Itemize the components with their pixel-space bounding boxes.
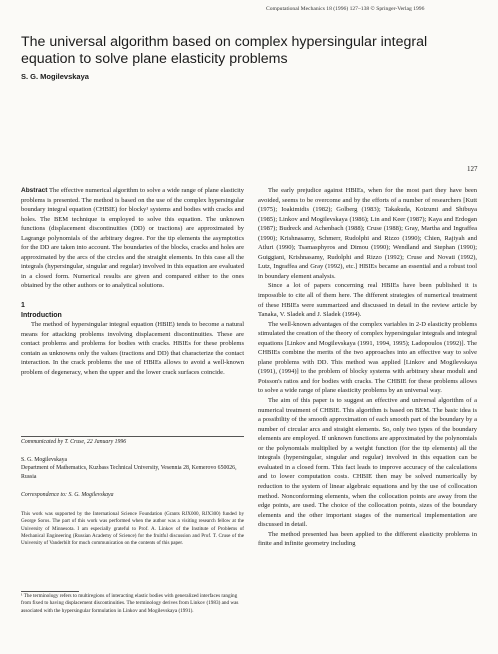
- notes-rule: [21, 436, 244, 437]
- acknowledgement: [21, 511, 244, 547]
- footnote-rule: [21, 591, 79, 592]
- right-paragraph-2: Since a lot of papers concerning real HBIEs have been published it is impossible to cite all of them here. The different strategies of numerical treatment of these HBIEs were summarized and discussed in detail in the review article by Tanaka, V. Sladek and J. Sladek (1994).: [258, 282, 477, 319]
- paper-title: The universal algorithm based on complex hypersingular integral equation to solve plane elasticity problems: [21, 34, 428, 67]
- abstract-label: Abstract: [21, 187, 48, 194]
- left-column: [21, 186, 244, 377]
- footnote-text: ¹ The terminology refers to multiregions of interacting elastic bodies with generalized interfaces ranging from fixed to having displacement discontinuities. The terminology derives from Linkov (1983) and was associated with the hypersingular formulation in Linkov and Mogilevskaya (1991).: [21, 593, 239, 614]
- abstract-text: The effective numerical algorithm to solve a wide range of plane elasticity problems is presented. The method is based on the use of the complex hypersingular boundary integral equation (CHBIE) for blocky¹ systems and bodies with cracks and holes. The BEM technique is employed to solve this equation. The unknown functions (displacement discontinuities (DD) or tractions) are approximated by Lagrange polynomials of the arbitrary degree. For the tip elements the asymptotics for the DD are taken into account. The boundaries of the blocks, cracks and holes are approximated by the arcs of the circles and the straight elements. In this case all the integrals (hypersingular, singular and regular) involved in this equation are evaluated in a closed form. Numerical results are given and compared either to the ones obtained by the other authors or to analytical solutions.: [21, 187, 244, 290]
- communicated-note: [21, 438, 244, 446]
- footnote: [21, 593, 244, 615]
- page-number: 127: [467, 165, 478, 173]
- acknowledgement-text: This work was supported by the International Science Foundation (Grants RJX000, RJX300) funded by George Soros. The part of this work was performed when the author was a visiting research fellow at the University of Minnesota. I am especially grateful to Prof. A. Linkov of the Institute of Problems of Mechanical Engineering (Russian Academy of Science) for the fruitful discussion and Prof. T. Cruse of the University of Vanderbilt for much communication on the contents of this paper.: [21, 511, 244, 547]
- journal-header: Computational Mechanics 18 (1996) 127–138 © Springer-Verlag 1996: [266, 6, 425, 12]
- affiliation-dept: Department of Mathematics, Kuzbass Technical University, Vesennia 28, Kemerovo 650026, Russia: [21, 465, 237, 480]
- right-paragraph-5: The method presented has been applied to the different elasticity problems in finite and infinite geometry including: [258, 530, 477, 548]
- right-paragraph-1: The early prejudice against HBIEs, when for the most part they have been avoided, seems to be overcome and by the efforts of a number of researchers [Kutt (1975); Ioakimidis (1982); Golberg (1983); Takakuda, Koizumi and Shibuya (1985); Linkov and Mogilevskaya (1986); Lin and Keer (1987); Kaya and Erdogan (1987); Budreck and Achenbach (1988); Cruse (1988); Gray, Martha and Ingraffea (1990); Krishnasamy, Schmerr, Rudolphi and Rizzo (1990); Chien, Rajiyah and Atluri (1990); Tsamasphyros and Dimou (1990); Wendland and Stephan (1990); Guiggiani, Krishnasamy, Rudolphi and Rizzo (1992); Cruse and Novati (1992), Lutz, Ingraffea and Gray (1992), etc.] HBIEs became an essential and a robust tool in boundary element analysis.: [258, 187, 477, 280]
- affiliation-block: [21, 456, 244, 481]
- correspondence-text: Correspondence to: S. G. Mogilevskaya: [21, 492, 114, 498]
- abstract: [21, 186, 244, 291]
- intro-paragraph: The method of hypersingular integral equation (HBIE) tends to become a natural means for attacking problems involving displacement discontinuities. These are contact problems and problems for bodies with cracks. HBIEs for these problems contain as unknowns only the values (tractions and DD) that characterize the contact interaction. In the crack problems the use of HBIEs allows to avoid a well-known problem of degeneracy, when the upper and the lower crack surfaces coincide.: [21, 321, 244, 376]
- right-column: [258, 186, 477, 549]
- right-paragraph-4: The aim of this paper is to suggest an effective and universal algorithm of a numerical treatment of CHBIE. This algorithm is based on BEM. The basic idea is a possibility of the smooth approximation of each smooth part of the boundary by a number of circular arcs and straight elements. So, only two types of the boundary elements are employed. If unknown functions are approximated by the polynomials or the polynomials multiplied by a weight function (for the tip elements) all the integrals (hypersingular, singular and regular) involved in this equation can be evaluated in a closed form. This fact leads to improve accuracy of the calculations and to lower computation costs. CHBIE then may be solved numerically by reduction to the system of linear algebraic equations and by the use of collocation method. Nonconforming elements, when the collocation points are away from the edge points, are used. The choice of the collocation points, sizes of the boundary elements and the other important stages of the numerical implementation are discussed in detail.: [258, 397, 477, 529]
- correspondence-note: [21, 491, 244, 499]
- section-title: Introduction: [21, 311, 62, 319]
- author-name: S. G. Mogilevskaya: [21, 72, 89, 81]
- communicated-text: Communicated by T. Cruse, 22 January 1996: [21, 439, 127, 445]
- right-paragraph-3: The well-known advantages of the complex variables in 2-D elasticity problems stimulated the creation of the theory of complex hypersingular integrals and integral equations [Linkov and Mogilevskaya (1991, 1994, 1995); Ladopoulos (1992)]. The CHBIEs combine the merits of the two approaches into an effective way to solve plane problems with DD. This method was applied [Linkov and Mogilevskaya (1991), (1994)] to the problem of blocky systems with arbitrary shear moduli and Poisson's ratios and for bodies with cracks. The CHBIE for these problems allows to solve a wide range of plane elasticity problems by an universal way.: [258, 320, 477, 395]
- section-number: 1: [21, 302, 25, 310]
- affiliation-name: S. G. Mogilevskaya: [21, 457, 68, 463]
